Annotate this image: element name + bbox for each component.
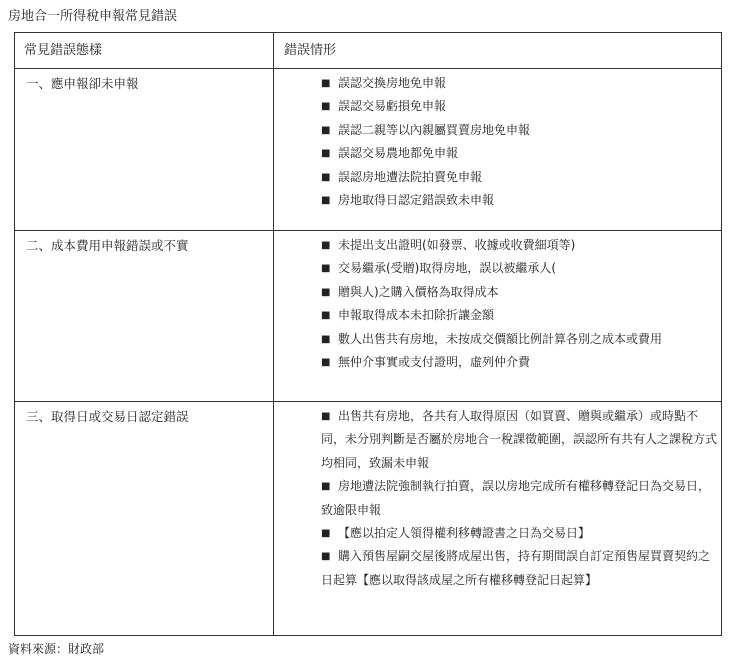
list-item [321,257,717,280]
table-row [15,402,721,635]
item-text: 誤認交易農地都免申報 [338,146,459,161]
square-bullet-icon: ■ [321,263,331,275]
item-text: 誤認交換房地免申報 [338,76,447,90]
list-item [321,304,717,327]
item-text: 誤認二親等以內親屬買賣房地免申報 [338,122,531,137]
item-text: 申報取得成本未扣除折讓金額 [338,308,495,323]
table-row [15,69,721,231]
item-text: 出售共有房地，各共有人取得原因（如買賣、贈與或繼承）或時點不同，未分別判斷是否屬於房地合一稅課徵範圍，誤認所有共有人之課稅方式均相同，致漏未申報 [321,409,718,470]
list-item [321,328,717,351]
item-text: 贈與人)之購入價格為取得成本 [338,284,499,299]
list-item [321,405,717,475]
list-item [321,142,717,165]
list-item [321,166,717,189]
list-item [321,234,717,257]
square-bullet-icon: ■ [321,357,331,369]
square-bullet-icon: ■ [321,195,331,207]
list-item [321,95,717,118]
square-bullet-icon: ■ [321,481,331,493]
row-category: 三、取得日或交易日認定錯誤 [26,409,189,424]
list-item [321,475,717,522]
item-text: 房地遭法院強制執行拍賣，誤以房地完成所有權移轉登記日為交易日，致逾限申報 [321,479,711,517]
square-bullet-icon: ■ [321,101,331,113]
item-text: 誤認交易虧損免申報 [338,99,447,114]
item-text: 誤認房地遭法院拍賣免申報 [338,169,483,184]
list-item [321,119,717,142]
square-bullet-icon: ■ [321,171,331,183]
square-bullet-icon: ■ [321,551,331,563]
square-bullet-icon: ■ [321,333,331,345]
square-bullet-icon: ■ [321,411,331,422]
list-item [321,545,717,592]
item-text: 交易繼承(受贈)取得房地，誤以被繼承人( [338,261,557,276]
header-error-situation: 錯誤情形 [284,43,337,58]
item-text: 無仲介事實或支付證明，虛列仲介費 [338,355,531,370]
column-divider [273,33,274,635]
square-bullet-icon: ■ [321,286,331,298]
list-item [321,522,717,545]
item-text: 未提出支出證明(如發票、收據或收費細項等) [338,238,576,252]
square-bullet-icon: ■ [321,148,331,160]
item-text: 購入預售屋嗣交屋後將成屋出售，持有期間誤自訂定預售屋買賣契約之日起算【應以取得該成屋之所有權移轉登記日起算】 [321,549,711,587]
list-item [321,281,717,304]
square-bullet-icon: ■ [321,310,331,322]
square-bullet-icon: ■ [321,240,331,251]
row-items [321,405,717,592]
item-text: 數人出售共有房地，未按成交價額比例計算各別之成本或費用 [338,331,663,346]
square-bullet-icon: ■ [321,78,331,89]
row-category: 一、應申報卻未申報 [26,76,139,91]
errors-table [14,32,722,636]
item-text: 【應以拍定人領得權利移轉證書之日為交易日】 [338,526,591,541]
list-item [321,189,717,212]
source-note: 資料來源：財政部 [8,642,105,656]
page-title: 房地合一所得稅申報常見錯誤 [8,9,178,24]
table-row [15,231,721,402]
row-items [321,72,717,212]
list-item [321,72,717,95]
header-error-type: 常見錯誤態樣 [24,43,103,58]
item-text: 房地取得日認定錯誤致未申報 [338,193,495,208]
list-item [321,351,717,374]
row-category: 二、成本費用申報錯誤或不實 [26,238,189,253]
square-bullet-icon: ■ [321,528,331,540]
square-bullet-icon: ■ [321,124,331,136]
row-items [321,234,717,374]
table-header [15,33,721,69]
